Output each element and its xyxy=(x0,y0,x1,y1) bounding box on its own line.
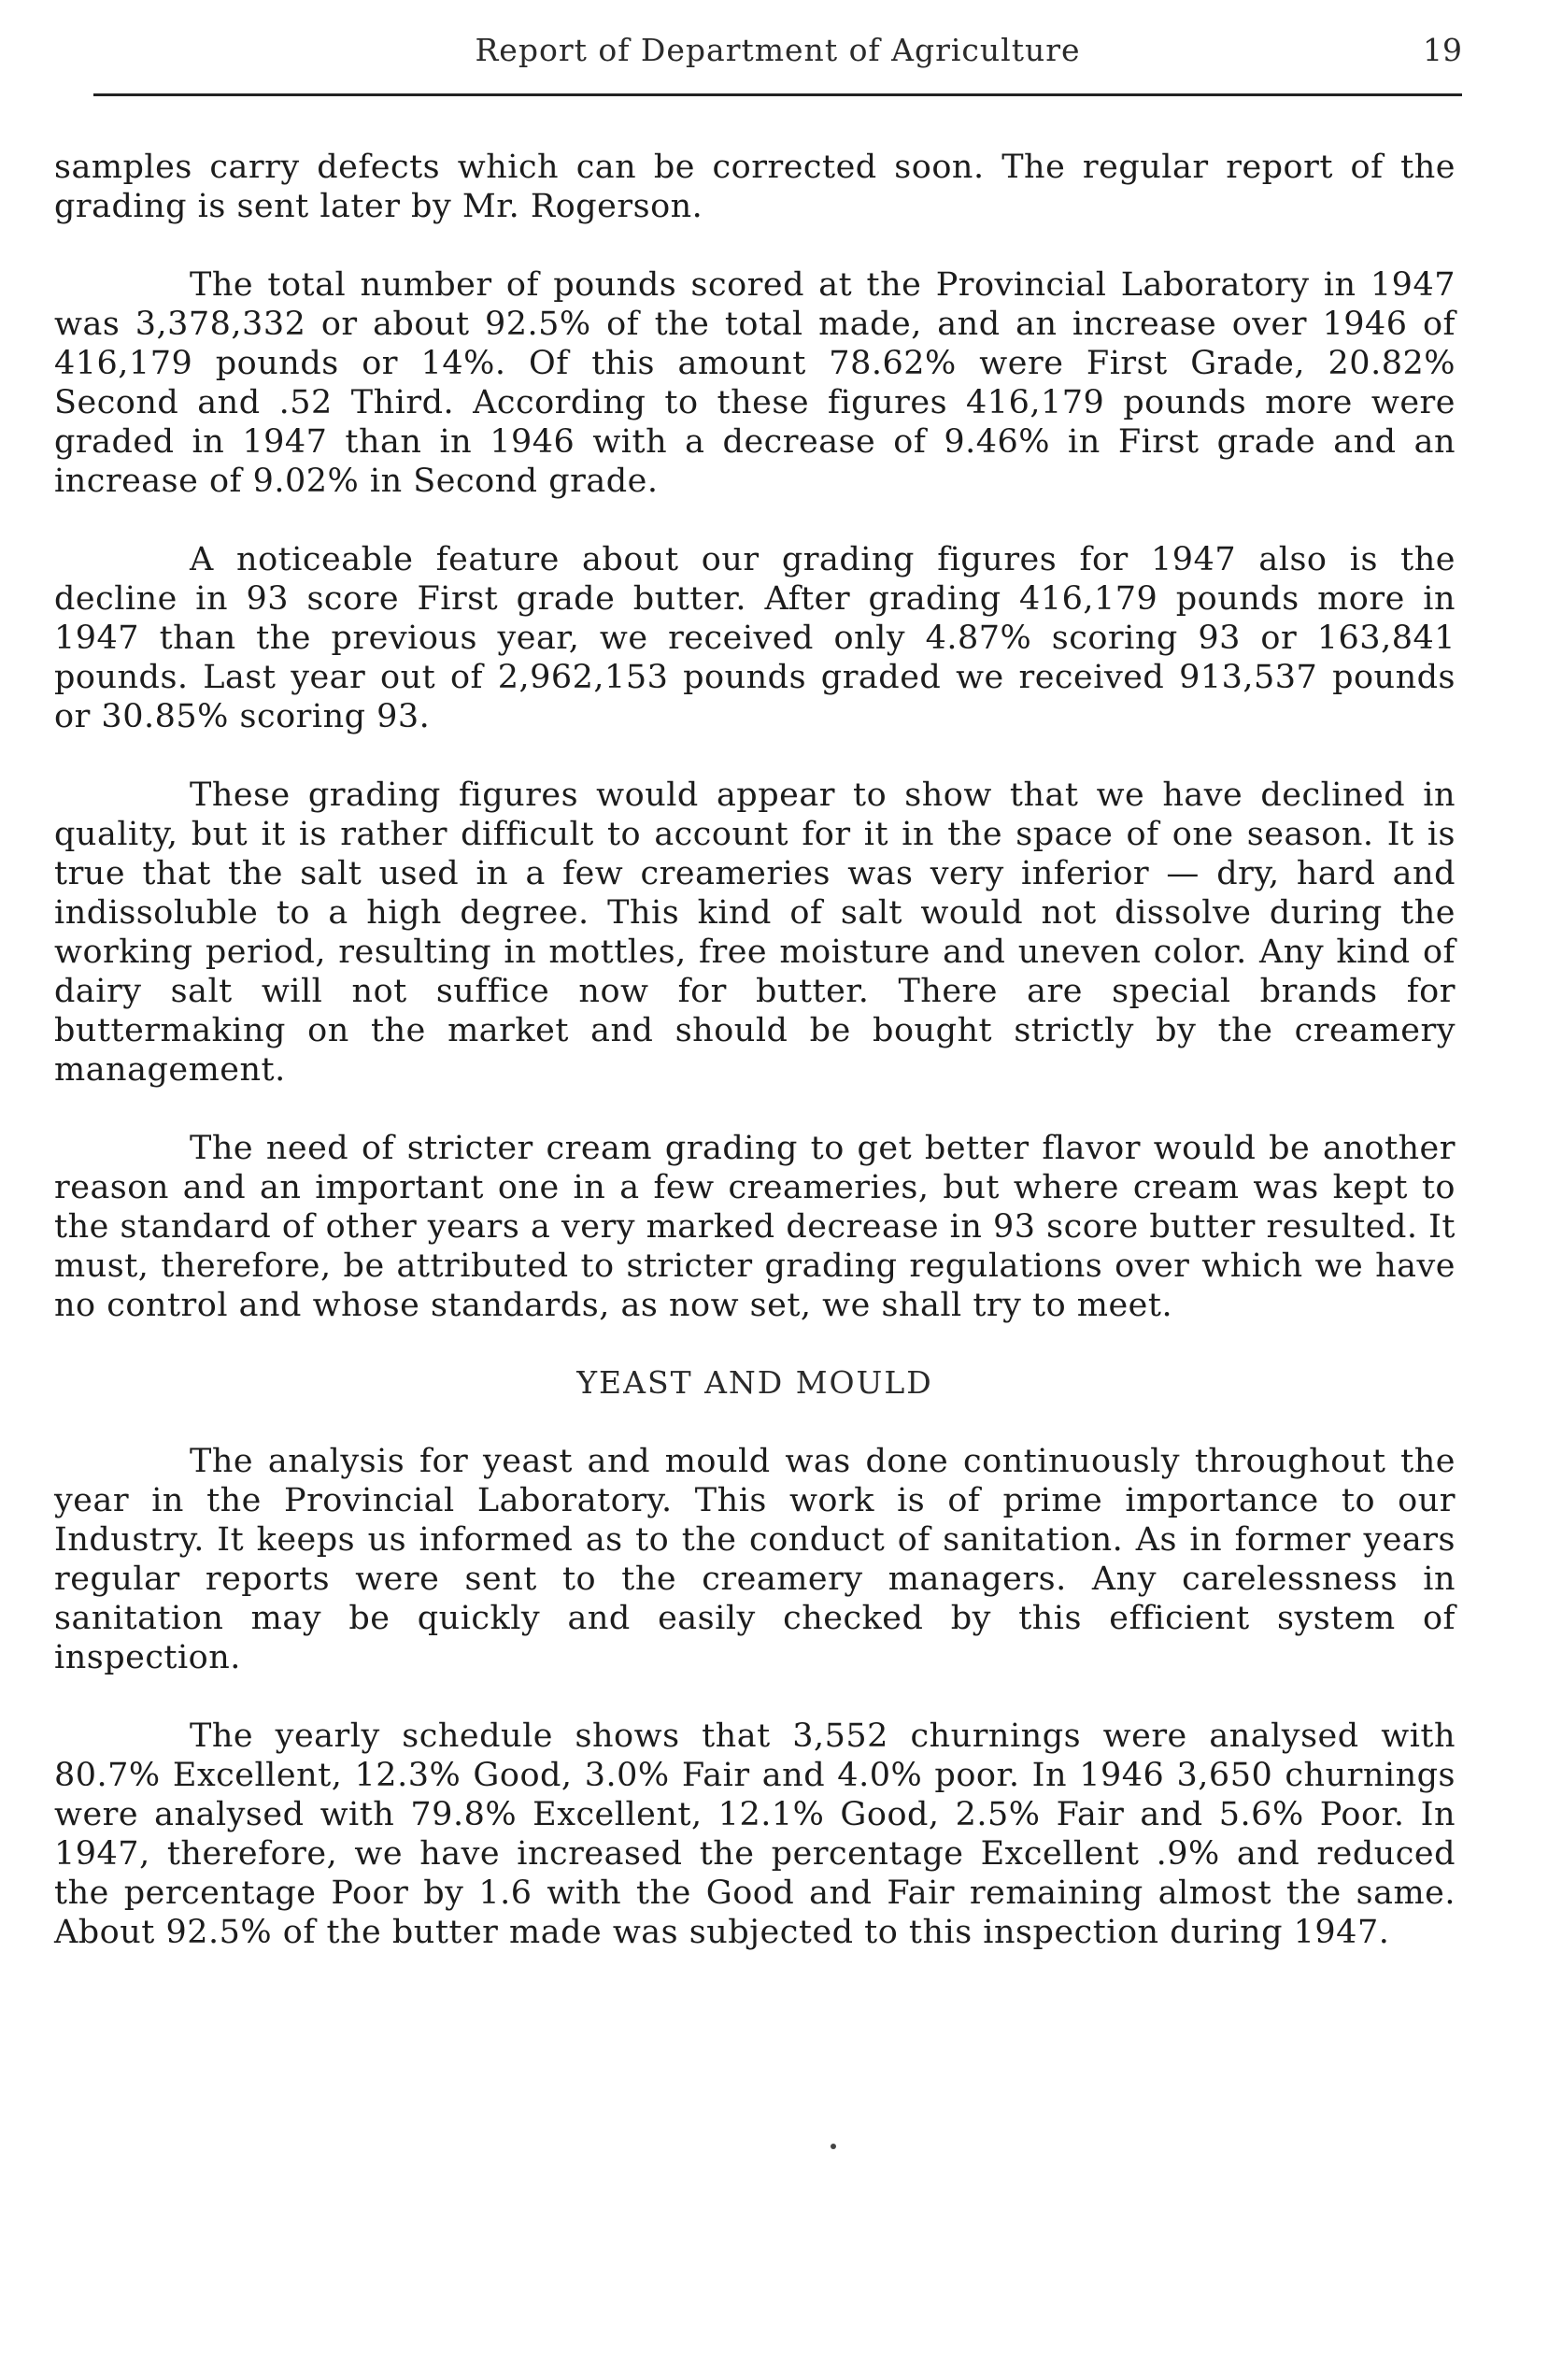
print-speck xyxy=(831,2144,836,2149)
section-heading-yeast-and-mould: YEAST AND MOULD xyxy=(576,1364,933,1401)
paragraph-salt-quality: These grading figures would appear to show that we have declined in quality, but it is rather difficult to account for it in the space of one season. It is true that the salt used in a few creameries was very inferior — dry, hard and indissoluble to a high degree. This kind of salt would not dissolve during the working period, resulting in mottles, free moisture and uneven color. Any kind of dairy salt will not suffice now for butter. There are special brands for buttermaking on the market and should be bought strictly by the creamery management. xyxy=(54,777,1456,1089)
paragraph-continued: samples carry defects which can be corrected soon. The regular report of the grading is sent later by Mr. Rogerson. xyxy=(54,149,1456,225)
paragraph-yeast-analysis: The analysis for yeast and mould was done continuously throughout the year in the Provincial Laboratory. This work is of prime importance to our Industry. It keeps us informed as to the conduct of sanitation. As in former years regular reports were sent to the creamery managers. Any carelessness in sanitation may be quickly and easily checked by this efficient system of inspection. xyxy=(54,1443,1456,1676)
header-rule xyxy=(93,93,1462,96)
running-header-title: Report of Department of Agriculture xyxy=(475,32,1081,68)
paragraph-93-score-decline: A noticeable feature about our grading figures for 1947 also is the decline in 93 score First grade butter. After grading 416,179 pounds more in 1947 than the previous year, we received only 4.87% scoring 93 or 163,841 pounds. Last year out of 2,962,153 pounds graded we received 913,537 pounds or 30.85% scoring 93. xyxy=(54,541,1456,735)
paragraph-yearly-schedule: The yearly schedule shows that 3,552 churnings were analysed with 80.7% Excellent, 12.3% Good, 3.0% Fair and 4.0% poor. In 1946 3,650 churnings were analysed with 79.8% Excellent, 12.1% Good, 2.5% Fair and 5.6% Poor. In 1947, therefore, we have increased the percentage Excellent .9% and reduced the percentage Poor by 1.6 with the Good and Fair remaining almost the same. About 92.5% of the butter made was subjected to this inspection during 1947. xyxy=(54,1717,1456,1951)
paragraph-total-pounds: The total number of pounds scored at the Provincial Laboratory in 1947 was 3,378,332 or about 92.5% of the total made, and an increase over 1946 of 416,179 pounds or 14%. Of this amount 78.62% were First Grade, 20.82% Second and .52 Third. According to these figures 416,179 pounds more were graded in 1947 than in 1946 with a decrease of 9.46% in First grade and an increase of 9.02% in Second grade. xyxy=(54,266,1456,500)
body-text xyxy=(54,148,1456,1991)
page-number: 19 xyxy=(1423,32,1462,68)
paragraph-cream-grading: The need of stricter cream grading to get better flavor would be another reason and an important one in a few creameries, but where cream was kept to the standard of other years a very marked decrease in 93 score butter resulted. It must, therefore, be attributed to stricter grading regulations over which we have no control and whose standards, as now set, we shall try to meet. xyxy=(54,1130,1456,1324)
running-header xyxy=(93,32,1462,88)
